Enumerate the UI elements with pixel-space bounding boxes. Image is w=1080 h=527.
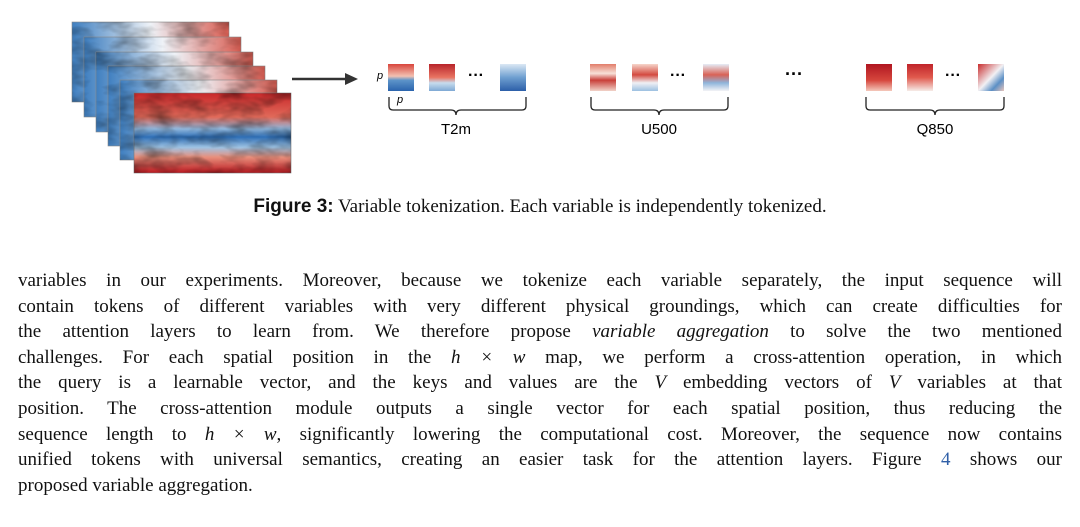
- token-ellipsis: ···: [945, 67, 961, 84]
- variable-label: U500: [641, 121, 677, 138]
- tokenize-arrow: [292, 73, 358, 85]
- text-run: to solve the two mentioned: [768, 321, 1062, 343]
- text-line: [18, 396, 1062, 422]
- text-line: [18, 422, 1062, 448]
- figure-tokenization: [0, 0, 1080, 190]
- stack-frame-front: [134, 93, 291, 173]
- text-line: [18, 447, 1062, 473]
- patch-size-label: p: [397, 94, 404, 106]
- token-patch: [388, 64, 414, 91]
- text-run: the query is a learnable vector, and the keys and values are the: [18, 372, 655, 394]
- text-line: [18, 345, 1062, 371]
- text-run: shows our: [950, 449, 1062, 471]
- text-run: variables at that: [900, 372, 1063, 394]
- token-patch: [907, 64, 933, 91]
- variable-label: T2m: [441, 121, 471, 138]
- text-run: contain tokens of different variables with very different physical groundings, which can create difficulties for: [18, 295, 1062, 317]
- text-line: [18, 268, 1062, 294]
- text-line: [18, 294, 1062, 320]
- text-run: sequence length to: [18, 423, 205, 445]
- math-inline: V: [654, 372, 667, 394]
- text-run: map, we perform a cross-attention operation, in which: [525, 346, 1062, 368]
- variables-ellipsis: ···: [785, 64, 803, 84]
- text-line: [18, 319, 1062, 345]
- text-run: the attention layers to learn from. We therefore propose: [18, 321, 593, 343]
- input-frame-stack: [72, 22, 291, 173]
- text-run: position. The cross-attention module outputs a single vector for each spatial position, thus reducing the: [18, 397, 1062, 419]
- text-line: [18, 370, 1062, 396]
- token-brace: [866, 97, 1004, 115]
- text-run: challenges. For each spatial position in the: [18, 346, 451, 368]
- emphasis: variable aggregation: [592, 321, 769, 343]
- variable-label: Q850: [916, 121, 954, 138]
- token-group-t2m: [376, 64, 526, 138]
- math-inline: h × w: [450, 346, 526, 368]
- figure-caption: [0, 196, 1080, 218]
- text-line: [18, 473, 1062, 499]
- token-ellipsis: ···: [670, 67, 686, 84]
- body-paragraph: [18, 268, 1062, 498]
- token-group-u500: [590, 64, 729, 138]
- text-run: variables in our experiments. Moreover, because we tokenize each variable separately, the input sequence will: [18, 270, 1062, 291]
- token-brace: [389, 97, 526, 115]
- caption-text: Variable tokenization. Each variable is independently tokenized.: [333, 196, 827, 217]
- figure-ref-link[interactable]: 4: [940, 449, 951, 471]
- token-patch: [703, 64, 729, 91]
- token-patch: [500, 64, 526, 91]
- token-patch: [978, 64, 1004, 91]
- patch-size-label: p: [377, 70, 384, 82]
- token-patch: [632, 64, 658, 91]
- token-brace: [591, 97, 728, 115]
- text-run: embedding vectors of: [666, 372, 889, 394]
- token-patch: [590, 64, 616, 91]
- token-patch: [429, 64, 455, 91]
- figure-label: Figure 3:: [253, 196, 334, 217]
- token-patch: [866, 64, 892, 91]
- text-run: unified tokens with universal semantics, creating an easier task for the attention layers. Figure: [18, 449, 941, 471]
- token-group-q850: [866, 64, 1004, 138]
- token-ellipsis: ···: [468, 67, 484, 84]
- text-run: proposed variable aggregation.: [18, 474, 253, 496]
- math-inline: h × w: [204, 423, 277, 445]
- math-inline: V: [888, 372, 901, 394]
- text-run: , significantly lowering the computational cost. Moreover, the sequence now contains: [276, 423, 1062, 445]
